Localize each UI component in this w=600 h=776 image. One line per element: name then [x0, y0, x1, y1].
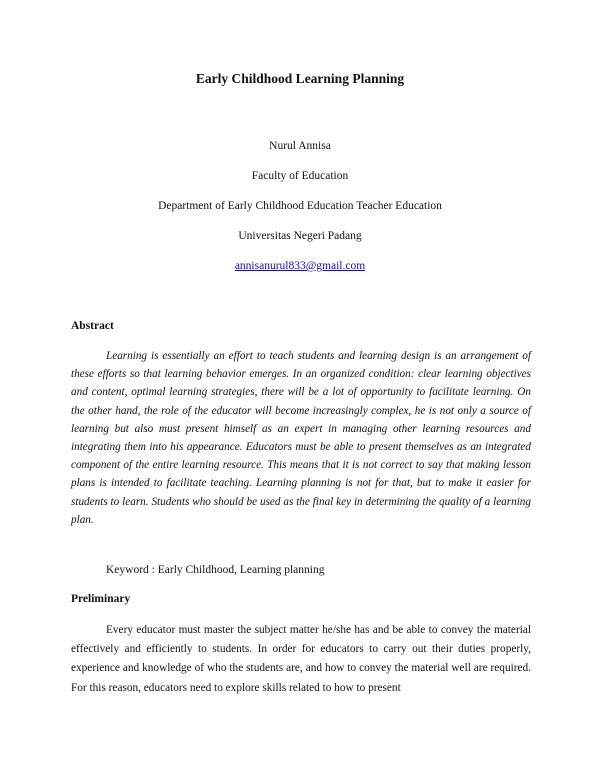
author-email-link[interactable]: annisanurul833@gmail.com [234, 260, 366, 272]
abstract-heading: Abstract [71, 320, 114, 332]
preliminary-heading: Preliminary [71, 593, 131, 605]
author-name: Nurul Annisa [269, 140, 331, 152]
keyword-line: Keyword : Early Childhood, Learning planning [106, 564, 325, 576]
author-department: Department of Early Childhood Education Teacher Education [158, 200, 442, 212]
preliminary-text: Every educator must master the subject matter he/she has and be able to convey the material effectively and efficiently to students. In order for educators to carry out their duties properly, experience and knowledge of who the students are, and how to convey the material well are required. For this reason, educators need to explore skills related to how to present [71, 624, 531, 694]
author-university: Universitas Negeri Padang [238, 230, 362, 242]
abstract-text: Learning is essentially an effort to teach students and learning design is an arrangement of these efforts so that learning behavior emerges. In an organized condition: clear learning objectives and content, optimal learning strategies, there will be a lot of opportunity to facilitate learning. On the other hand, the role of the educator will become increasingly complex, he is not only a source of learning but also must present himself as an expert in managing other learning resources and integrating them into his appearance. Educators must be able to present themselves as an integrated component of the entire learning resource. This means that it is not correct to say that making lesson plans is intended to facilitate teaching. Learning planning is not for that, but to make it easier for students to learn. Students who should be used as the final key in determining the quality of a learning plan. [71, 350, 531, 526]
author-faculty: Faculty of Education [251, 170, 349, 182]
paper-title: Early Childhood Learning Planning [195, 71, 405, 86]
author-email-line [0, 259, 600, 273]
